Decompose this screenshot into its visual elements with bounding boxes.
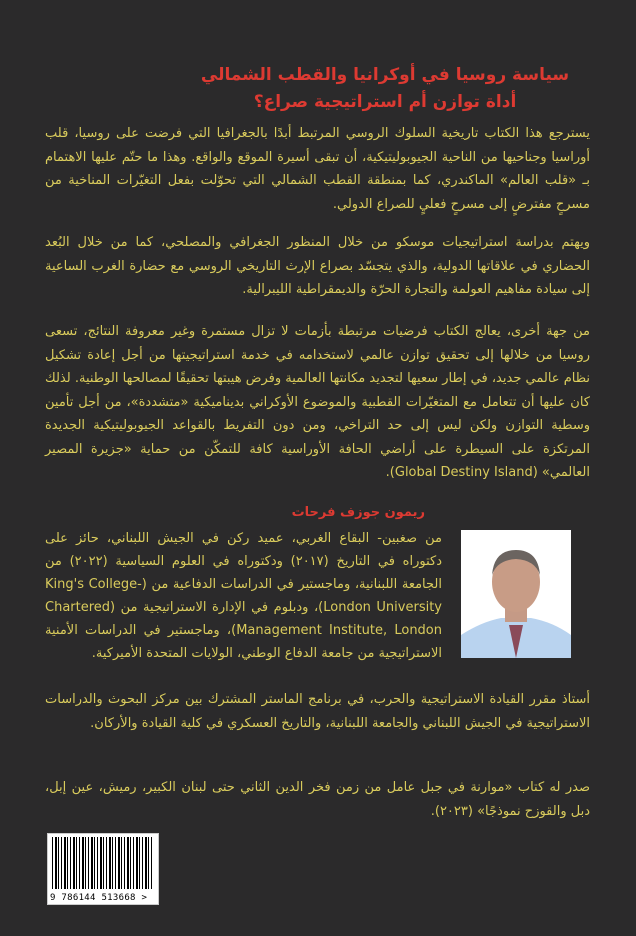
- synopsis-paragraph: ويهتم بدراسة استراتيجيات موسكو من خلال المنظور الجغرافي والمصلحي، كما من خلال البُعد الحضاري في علاقاتها الدولية، والذي يتجسّد بصراع الإرث التاريخي الروسي مع حضارة الغرب الساعية إلى سيادة مفاهيم العولمة والتجارة الحرّة والديمقراطية الليبرالية.: [45, 235, 590, 297]
- author-name: ريمون جوزف فرحات: [291, 505, 425, 520]
- book-title: [150, 62, 620, 116]
- isbn-barcode: [47, 833, 159, 905]
- author-bio: من صغبين- البقاع الغربي، عميد ركن في الجيش اللبناني، حائز على دكتوراه في التاريخ (٢٠١٧) ودكتوراه في العلوم السياسية (٢٠٢٢) من الجامعة اللبنانية، وماجستير في الدراسات الدفاعية من (King's College-London University)، ودبلوم في الإدارة الاستراتيجية من (Chartered Management Institute, London)، وماجستير في الدراسات الأمنية الاستراتيجية من جامعة الدفاع الوطني، الولايات المتحدة الأميركية.: [45, 531, 443, 661]
- isbn-number: 9 786144 513668 >: [50, 893, 148, 903]
- author-bio-teaching: أستاذ مقرر القيادة الاستراتيجية والحرب، في برنامج الماستر المشترك بين مركز البحوث والدراسات الاستراتيجية في الجيش اللبناني والجامعة اللبنانية، والتاريخ العسكري في كلية القيادة والأركان.: [45, 692, 590, 731]
- title-line-1: سياسة روسيا في أوكرانيا والقطب الشمالي: [200, 65, 570, 85]
- synopsis-paragraph: يسترجع هذا الكتاب تاريخية السلوك الروسي المرتبط أبدًا بالجغرافيا التي فرضت على روسيا، قلب أوراسيا وجناحيها من الناحية الجيوبوليتيكية، أن تبقى أسيرة الموقع والواقع. وهذا ما حتّم عليها الاهتمام بـ «قلب العالم» الماكندري، كما بمنطقة القطب الشمالي التي تحوّلت بفعل التغيّرات المناخية من مسرحٍ مفترضٍ إلى مسرحٍ فعليٍ للصراع الدولي.: [45, 126, 590, 212]
- title-line-2: أداة توازن أم استراتيجية صراع؟: [253, 92, 517, 112]
- author-photo: [461, 530, 571, 658]
- synopsis-paragraph: من جهة أخرى، يعالج الكتاب فرضيات مرتبطة بأزمات لا تزال مستمرة وغير معروفة النتائج، تسعى روسيا من خلالها إلى تحقيق توازن عالمي لاستخدامه في خدمة استراتيجيتها من أجل إعادة تشكيل نظام عالمي جديد، في إطار سعيها لتجديد مكانتها العالمية وفرض هيبتها تحقيقًا لمصالحها الوطنية. لذلك كان عليها أن تتعامل مع المتغيّرات القطبية والموضوع الأوكراني بديناميكية «متشددة»، من أجل تأمين وسطية التوازن ولكن ليس إلى حد التراخي، ومن دون التفريط بالقواعد الجيوبوليتيكية الجديدة المرتكزة على السيطرة على أراضي الحافة الأوراسية كافة للتمكّن من حماية «جزيرة المصير العالمي» (Global Destiny Island).: [45, 324, 590, 480]
- author-bio-publications: صدر له كتاب «موارنة في جبل عامل من زمن فخر الدين الثاني حتى لبنان الكبير، رميش، عين إبل، دبل والقوزح نموذجًا» (٢٠٢٣).: [45, 780, 590, 819]
- barcode-bars: [52, 837, 154, 889]
